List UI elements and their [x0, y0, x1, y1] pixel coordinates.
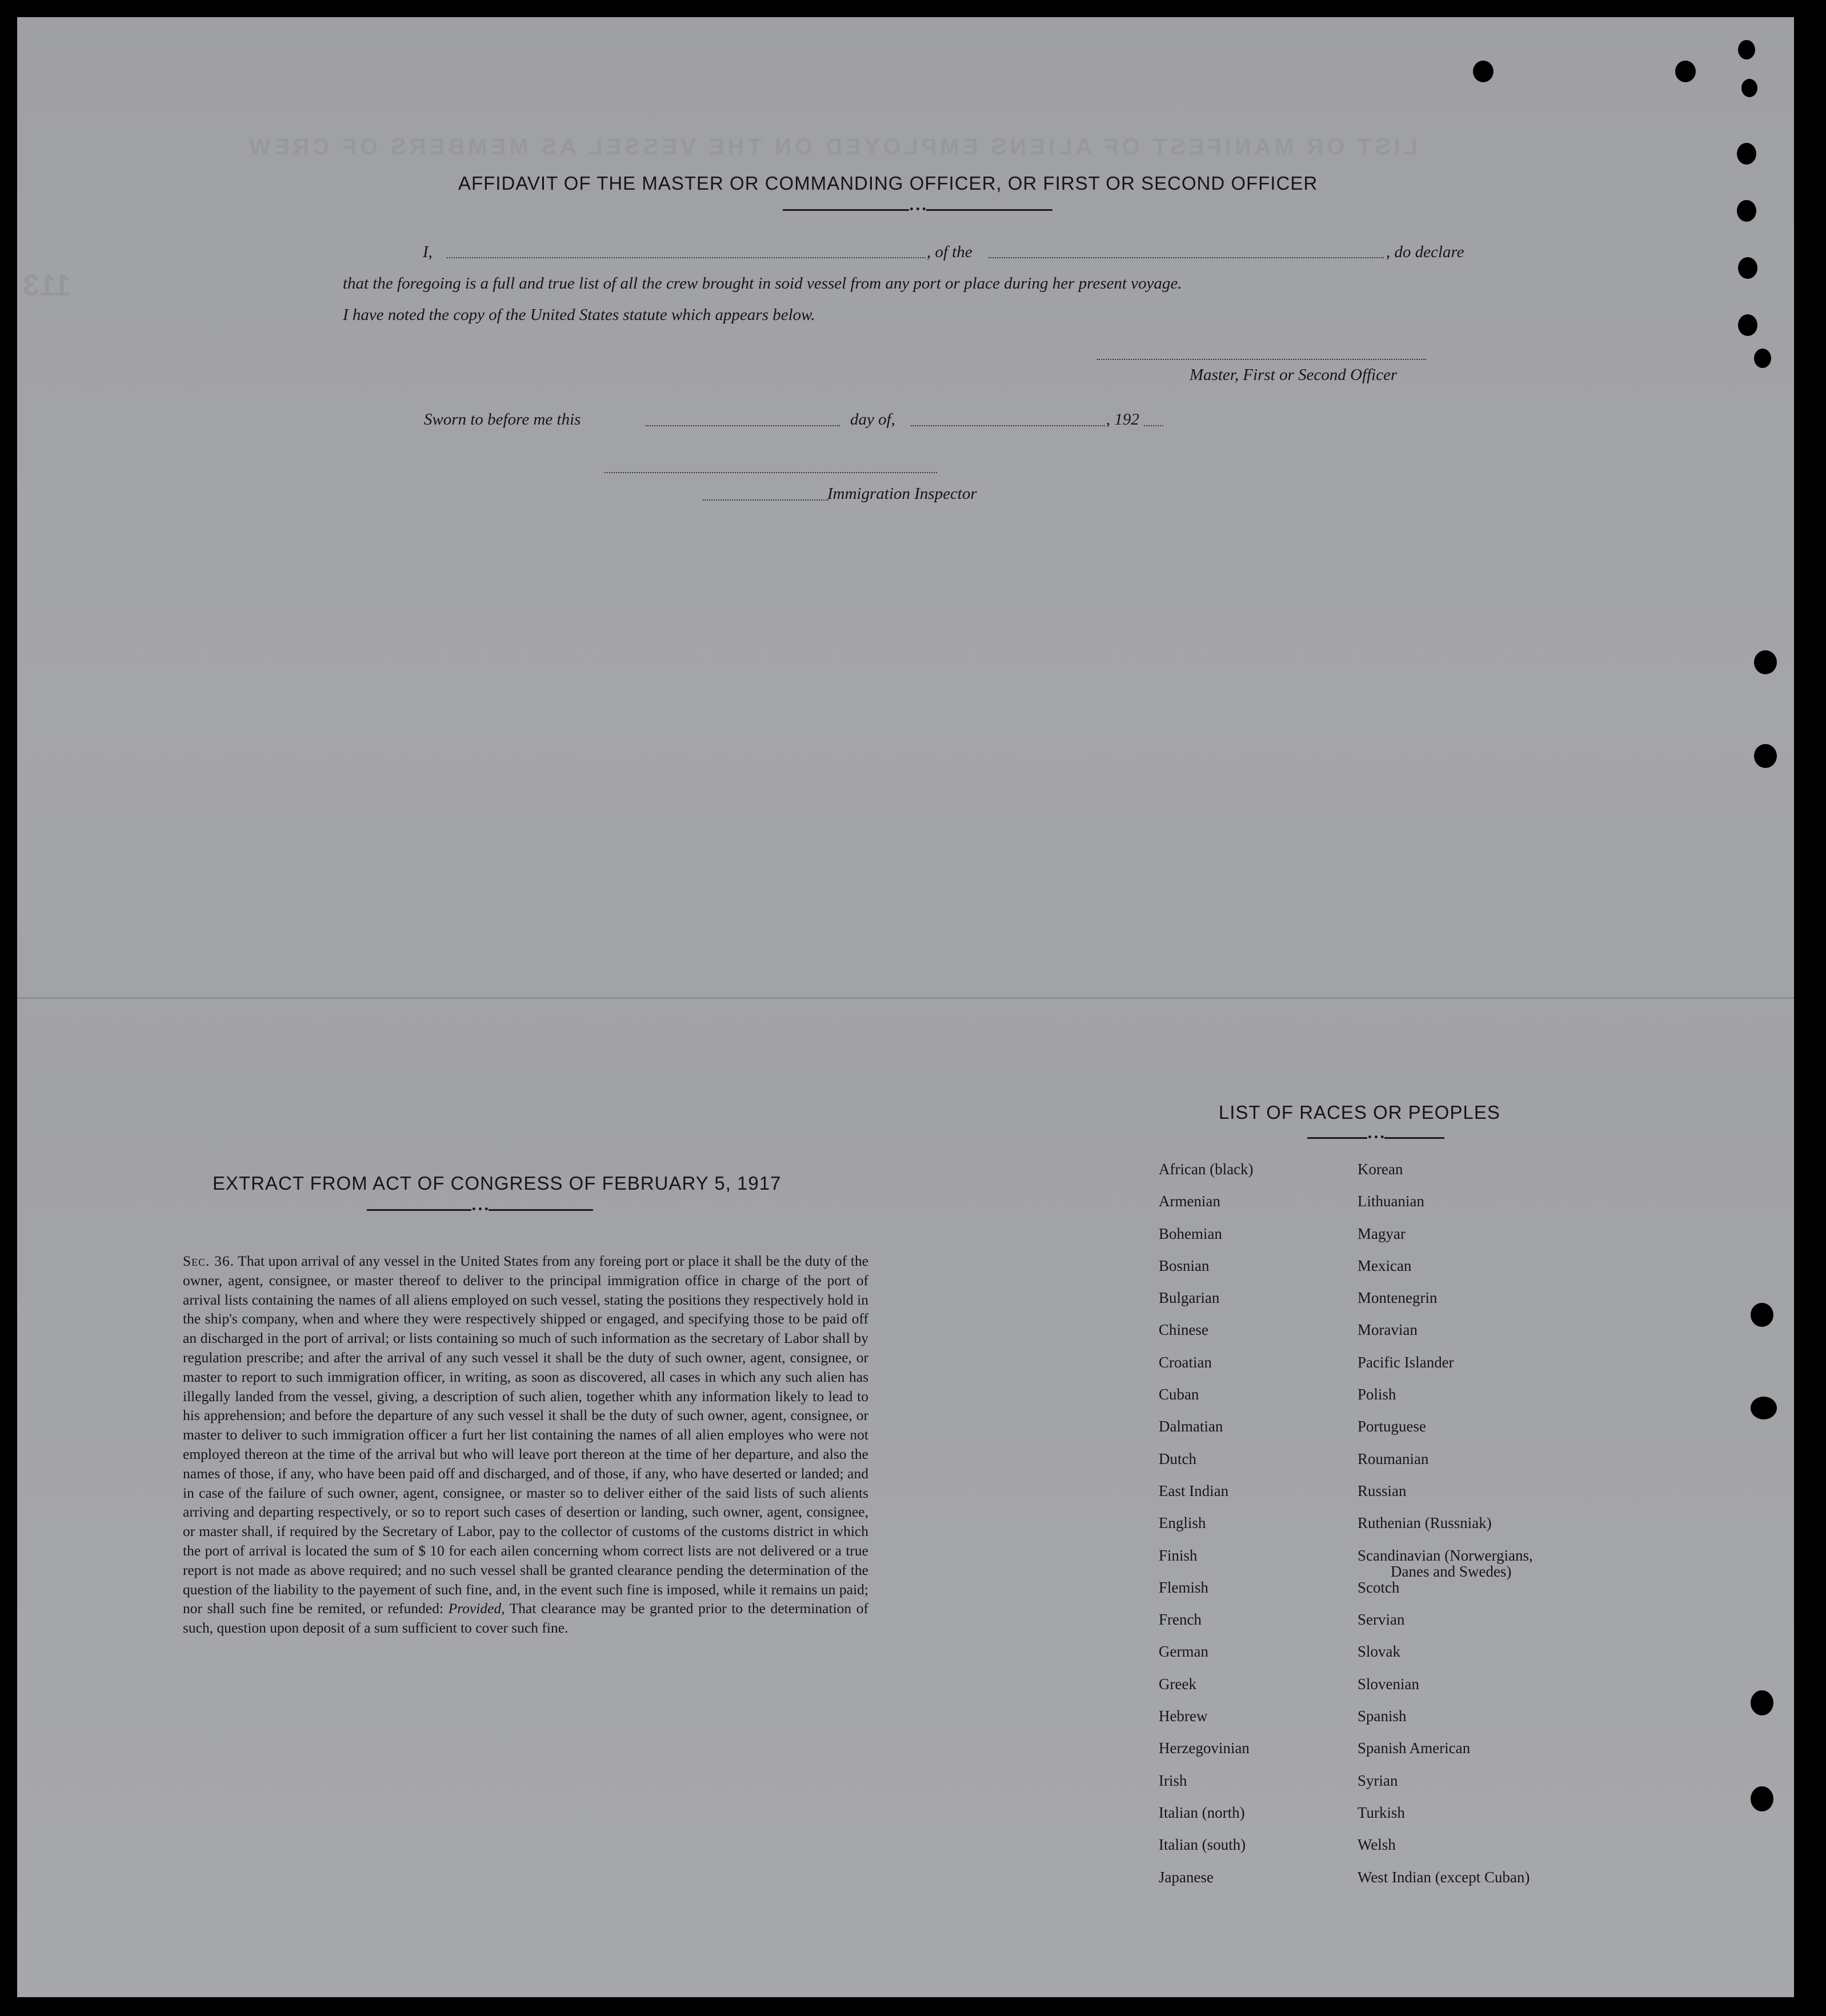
race-item: Montenegrin	[1358, 1289, 1437, 1307]
inspector-signature-lead	[703, 499, 828, 501]
race-item: Greek	[1159, 1675, 1196, 1693]
race-item: Korean	[1358, 1161, 1403, 1178]
race-item: Spanish	[1358, 1707, 1407, 1725]
punch-hole	[1738, 257, 1757, 279]
race-item: Danes and Swedes)	[1391, 1562, 1512, 1580]
race-item: Welsh	[1358, 1836, 1396, 1854]
affidavit-title: AFFIDAVIT OF THE MASTER OR COMMANDING OFFICER, OR FIRST OR SECOND OFFICER	[458, 173, 1318, 194]
punch-hole	[1751, 1303, 1773, 1327]
officer-signature-field[interactable]	[1097, 359, 1426, 360]
page-fold	[17, 997, 1794, 999]
punch-hole	[1737, 200, 1756, 222]
race-item: Servian	[1358, 1611, 1405, 1629]
bleed-through-header: LIST OR MANIFEST OF ALIENS EMPLOYED ON THE VESSEL AS MEMBERS OF CREW	[246, 134, 1418, 159]
inspector-label: Immigration Inspector	[827, 485, 977, 503]
race-item: Spanish American	[1358, 1739, 1471, 1757]
race-item: Cuban	[1159, 1386, 1199, 1403]
section-body: That upon arrival of any vessel in the United States from any foreing port or place it shall be the duty of the owner, agent, consignee, or master thereof to deliver to the principal immigration office in charge of the port of arrival lists containing the names of all aliens employed on such vessel, stating the positions they respectively hold in the ship's company, when and where they were respectively shipped or engaged, and specifying those to be paid off an discharged in the port of arrival; or lists containing so much of such information as the secretary of Labor shall by regulation prescribe; and after the arrival of any such vessel it shall be the duty of such owner, agent, consignee, or master to report to such immigration officer, in writing, as soon as discovered, all cases in which any such alien has illegally landed from the vessel, giving, a description of such alien, together whith any information likely to lead to his apprehension; and before the departure of any such vessel it shall be the duty of such owner, agent, consignee, or master to deliver to such immigration officer a furt her list containing the names of all alien employes who were not employed thereon at the time of the arrival but who will leave port thereon at the time of her departure, and also the names of those, if any, who have been paid off and discharged, and of those, if any, who have deserted or landed; and in case of the failure of such owner, agent, consignee, or master so to deliver either of the said lists of such alients arriving and departing respectively, or so to report such cases of desertion or landing, such owner, agent, consignee, or master shall, if required by the Secretary of Labor, pay to the collector of customs of the customs district in which the port of arrival is located the sum of $ 10 for each ailen concerning whom correct lists are not delivered or a true report is not made as above required; and no such vessel shall be granted clearance pending the determination of the question of the liability to the payement of such fine, and, in the event such fine is imposed, while it remains un paid; nor shall such fine be remited, or refunded:	[183, 1253, 869, 1617]
race-item: Irish	[1159, 1771, 1187, 1789]
sworn-prefix: Sworn to before me this	[424, 410, 581, 429]
affidavit-i-label: I,	[423, 243, 433, 261]
punch-hole	[1751, 1786, 1773, 1811]
affidavit-title-ornament: •••	[909, 205, 928, 214]
races-column-1	[1159, 1153, 1254, 1893]
race-item: Roumanian	[1358, 1450, 1429, 1467]
bleed-through-page-number: 113	[23, 269, 71, 302]
extract-title-ornament: •••	[471, 1205, 490, 1214]
punch-hole	[1473, 61, 1493, 82]
race-item: Scandinavian (Norwergians,	[1358, 1546, 1533, 1564]
race-item: German	[1159, 1643, 1208, 1661]
race-item: Syrian	[1358, 1771, 1398, 1789]
race-item: Slovak	[1358, 1643, 1401, 1661]
race-item: Portuguese	[1358, 1418, 1426, 1435]
race-item: English	[1159, 1514, 1206, 1532]
punch-hole	[1741, 79, 1757, 97]
race-item: Dalmatian	[1159, 1418, 1223, 1435]
race-item: Russian	[1358, 1482, 1407, 1499]
race-item: Magyar	[1358, 1225, 1405, 1242]
affidavit-declare-label: , do declare	[1386, 243, 1464, 261]
race-item: Italian (south)	[1159, 1836, 1246, 1854]
race-item: Ruthenian (Russniak)	[1358, 1514, 1492, 1532]
affidavit-of-the-label: , of the	[927, 243, 972, 261]
sworn-year-field[interactable]	[1144, 425, 1163, 426]
affidavit-vessel-field[interactable]	[988, 257, 1384, 258]
sworn-month-field[interactable]	[911, 425, 1105, 426]
race-item: Finish	[1159, 1546, 1198, 1564]
punch-hole	[1751, 1397, 1777, 1419]
race-item: Italian (north)	[1159, 1803, 1245, 1821]
races-column-2	[1358, 1153, 1533, 1893]
extract-title: EXTRACT FROM ACT OF CONGRESS OF FEBRUARY 5, 1917	[213, 1173, 782, 1194]
section-label: Sec. 36.	[183, 1253, 235, 1269]
race-item: Armenian	[1159, 1193, 1220, 1210]
race-item: West Indian (except Cuban)	[1358, 1868, 1530, 1886]
race-item: Moravian	[1358, 1321, 1417, 1339]
race-item: Chinese	[1159, 1321, 1208, 1339]
affidavit-statement: that the foregoing is a full and true list of all the crew brought in soid vessel from any port or place during her present voyage.	[343, 274, 1182, 293]
race-item: Turkish	[1358, 1803, 1405, 1821]
affidavit-name-field[interactable]	[447, 257, 926, 258]
race-item: Dutch	[1159, 1450, 1196, 1467]
race-item: Bohemian	[1159, 1225, 1222, 1242]
race-item: Japanese	[1159, 1868, 1214, 1886]
inspector-signature-field[interactable]	[604, 472, 937, 473]
punch-hole	[1751, 1690, 1773, 1715]
race-item: Croatian	[1159, 1353, 1212, 1371]
race-item: Mexican	[1358, 1257, 1412, 1274]
race-item: Pacific Islander	[1358, 1353, 1454, 1371]
officer-signature-label: Master, First or Second Officer	[1190, 366, 1397, 384]
sworn-day-label: day of,	[850, 410, 895, 429]
punch-hole	[1738, 40, 1755, 59]
races-title-ornament: •••	[1367, 1133, 1386, 1142]
race-item: Hebrew	[1159, 1707, 1208, 1725]
punch-hole	[1738, 314, 1757, 336]
sworn-day-field[interactable]	[646, 425, 840, 426]
race-item: African (black)	[1159, 1161, 1254, 1178]
section-body-end: That clearance may be granted prior to the determination of such, question upon deposit of a sum sufficient to cover such fine.	[183, 1600, 869, 1637]
race-item: Polish	[1358, 1386, 1396, 1403]
races-title: LIST OF RACES OR PEOPLES	[1219, 1102, 1500, 1123]
race-item: Bosnian	[1159, 1257, 1210, 1274]
race-item: Slovenian	[1358, 1675, 1419, 1693]
race-item: Flemish	[1159, 1578, 1209, 1596]
affidavit-statute-note: I have noted the copy of the United States statute which appears below.	[343, 306, 815, 324]
race-item: Lithuanian	[1358, 1193, 1424, 1210]
punch-hole	[1754, 349, 1771, 368]
document-page	[17, 17, 1794, 1997]
section-provided: Provided,	[448, 1600, 505, 1617]
extract-section-36	[183, 1251, 868, 1638]
sworn-year-label: , 192	[1106, 410, 1139, 429]
race-item: French	[1159, 1611, 1202, 1629]
race-item: Scotch	[1358, 1578, 1400, 1596]
race-item: Bulgarian	[1159, 1289, 1220, 1307]
race-item: East Indian	[1159, 1482, 1229, 1499]
punch-hole	[1754, 650, 1777, 674]
punch-hole	[1737, 143, 1756, 165]
race-item: Herzegovinian	[1159, 1739, 1250, 1757]
punch-hole	[1754, 744, 1777, 768]
punch-hole	[1675, 61, 1696, 82]
